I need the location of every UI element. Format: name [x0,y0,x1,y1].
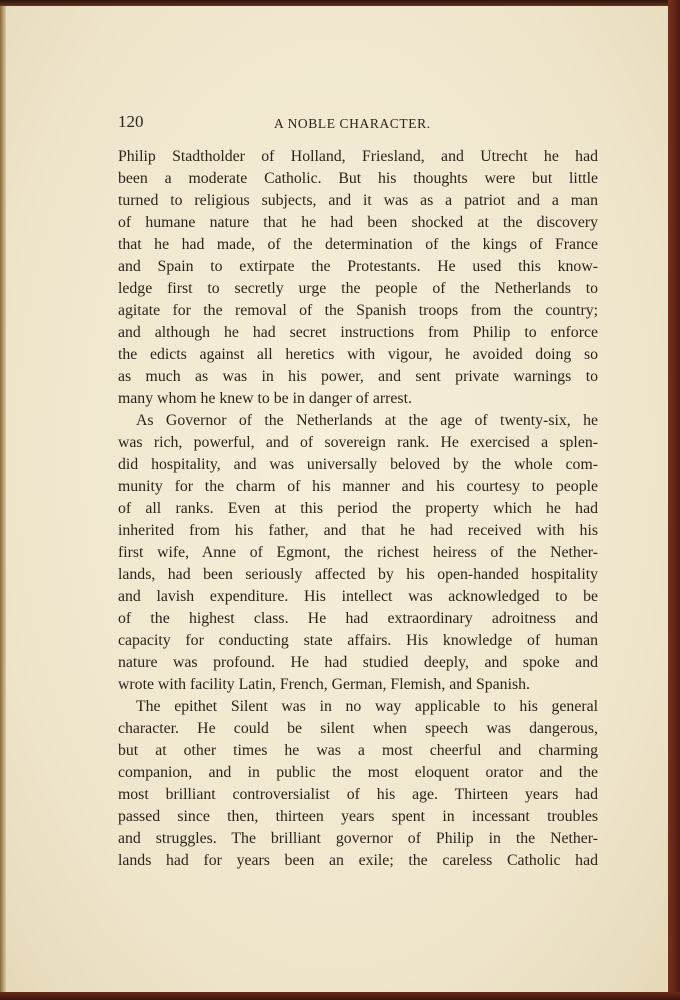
text-line: nature was profound. He had studied deeply, and spoke and [118,654,598,671]
text-line: wrote with facility Latin, French, German, Flemish, and Spanish. [118,676,530,693]
book-board-right [668,0,680,1000]
text-line: agitate for the removal of the Spanish troops from the country; [118,302,598,319]
text-line: and although he had secret instructions from Philip to enforce [118,324,598,341]
text-line: but at other times he was a most cheerful and charming [118,742,598,759]
text-line: passed since then, thirteen years spent in incessant troubles [118,808,598,825]
text-line: of humane nature that he had been shocked at the discovery [118,214,598,231]
text-line: Philip Stadtholder of Holland, Friesland, and Utrecht he had [118,148,598,165]
text-line: that he had made, of the determination of the kings of France [118,236,598,253]
text-line: companion, and in public the most eloquent orator and the [118,764,598,781]
text-line: The epithet Silent was in no way applicable to his general [136,698,598,715]
text-line: and lavish expenditure. His intellect was acknowledged to be [118,588,598,605]
text-line: munity for the charm of his manner and his courtesy to people [118,478,598,495]
text-line: been a moderate Catholic. But his thoughts were but little [118,170,598,187]
page-gutter-shadow [0,6,6,994]
text-line: and Spain to extirpate the Protestants. He used this know- [118,258,598,275]
text-line: many whom he knew to be in danger of arrest. [118,390,412,407]
text-line: most brilliant controversialist of his age. Thirteen years had [118,786,598,803]
text-line: and struggles. The brilliant governor of Philip in the Nether- [118,830,598,847]
text-line: inherited from his father, and that he had received with his [118,522,598,539]
text-line: did hospitality, and was universally beloved by the whole com- [118,456,598,473]
text-line: ledge first to secretly urge the people of the Netherlands to [118,280,598,297]
running-head: A NOBLE CHARACTER. [274,116,431,131]
text-line: character. He could be silent when speech was dangerous, [118,720,598,737]
text-line: first wife, Anne of Egmont, the richest heiress of the Nether- [118,544,598,561]
text-line: the edicts against all heretics with vigour, he avoided doing so [118,346,598,363]
book-board-bottom [0,992,680,1000]
page-number: 120 [118,112,144,131]
text-line: lands had for years been an exile; the careless Catholic had [118,852,598,869]
text-line: lands, had been seriously affected by his open-handed hospitality [118,566,598,583]
text-line: As Governor of the Netherlands at the age of twenty-six, he [136,412,598,429]
text-line: of all ranks. Even at this period the property which he had [118,500,598,517]
text-line: of the highest class. He had extraordinary adroitness and [118,610,598,627]
body-text [118,146,598,872]
text-line: capacity for conducting state affairs. His knowledge of human [118,632,598,649]
text-line: was rich, powerful, and of sovereign rank. He exercised a splen- [118,434,598,451]
text-line: turned to religious subjects, and it was as a patriot and a man [118,192,598,209]
text-line: as much as was in his power, and sent private warnings to [118,368,598,385]
